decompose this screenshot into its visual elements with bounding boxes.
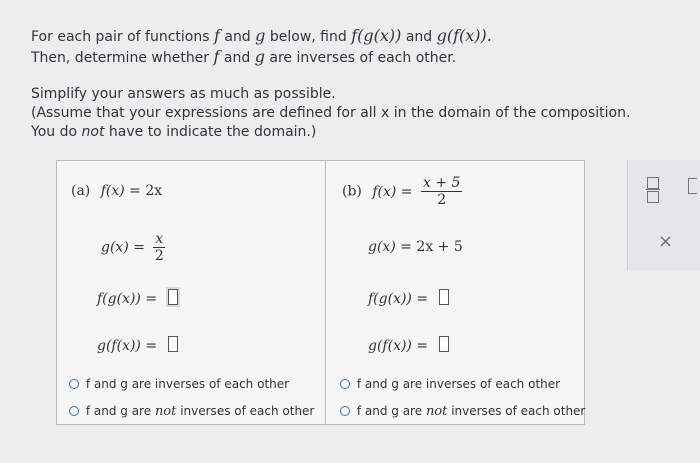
- part-b-fg: f(g(x)) =: [368, 289, 449, 307]
- part-a-g-fraction: $\frac{x}{2}$: [154, 231, 164, 264]
- part-a-f: (a) f(x) = 2x: [71, 183, 163, 199]
- math-toolbar: [627, 160, 700, 270]
- radio-icon[interactable]: [69, 379, 79, 389]
- radio-icon[interactable]: [340, 406, 350, 416]
- instruction-line-3: Simplify your answers as much as possible.: [31, 86, 336, 102]
- bracket-icon[interactable]: [688, 178, 697, 194]
- instruction-line-5: You do not have to indicate the domain.): [31, 124, 317, 140]
- fraction-icon[interactable]: [646, 174, 660, 204]
- instruction-line-1: For each pair of functions f and g below, find f(g(x)) and g(f(x)).: [31, 26, 492, 45]
- part-a-g: g(x) = $\frac{x}{2}$: [101, 231, 164, 264]
- radio-icon[interactable]: [340, 379, 350, 389]
- instruction-line-4: (Assume that your expressions are defined for all x in the domain of the composition.: [31, 105, 631, 121]
- part-b-option-not-inverse[interactable]: f and g are not inverses of each other: [340, 404, 585, 419]
- part-b-gf-answer-input[interactable]: [439, 336, 449, 352]
- part-b-gf: g(f(x)) =: [368, 336, 449, 354]
- part-a: [57, 161, 325, 424]
- part-a-option-inverse[interactable]: f and g are inverses of each other: [69, 377, 289, 391]
- part-b: [325, 161, 585, 424]
- instructions: [31, 26, 631, 142]
- part-b-f-fraction: $\frac{x + 5}{2}$: [422, 175, 461, 208]
- part-b-option-inverse[interactable]: f and g are inverses of each other: [340, 377, 560, 391]
- part-a-gf-answer-input[interactable]: [168, 336, 178, 352]
- part-a-fg-answer-input[interactable]: [168, 289, 178, 305]
- radio-icon[interactable]: [69, 406, 79, 416]
- part-b-g: g(x) = 2x + 5: [368, 239, 463, 255]
- part-a-option-not-inverse[interactable]: f and g are not inverses of each other: [69, 404, 314, 419]
- answer-panel: [56, 160, 585, 425]
- part-a-gf: g(f(x)) =: [97, 336, 178, 354]
- part-b-f: (b) f(x) = $\frac{x + 5}{2}$: [342, 175, 461, 208]
- instruction-line-2: Then, determine whether f and g are inverses of each other.: [31, 47, 457, 66]
- part-a-fg: f(g(x)) =: [97, 289, 178, 307]
- clear-icon[interactable]: ×: [658, 231, 674, 252]
- part-b-fg-answer-input[interactable]: [439, 289, 449, 305]
